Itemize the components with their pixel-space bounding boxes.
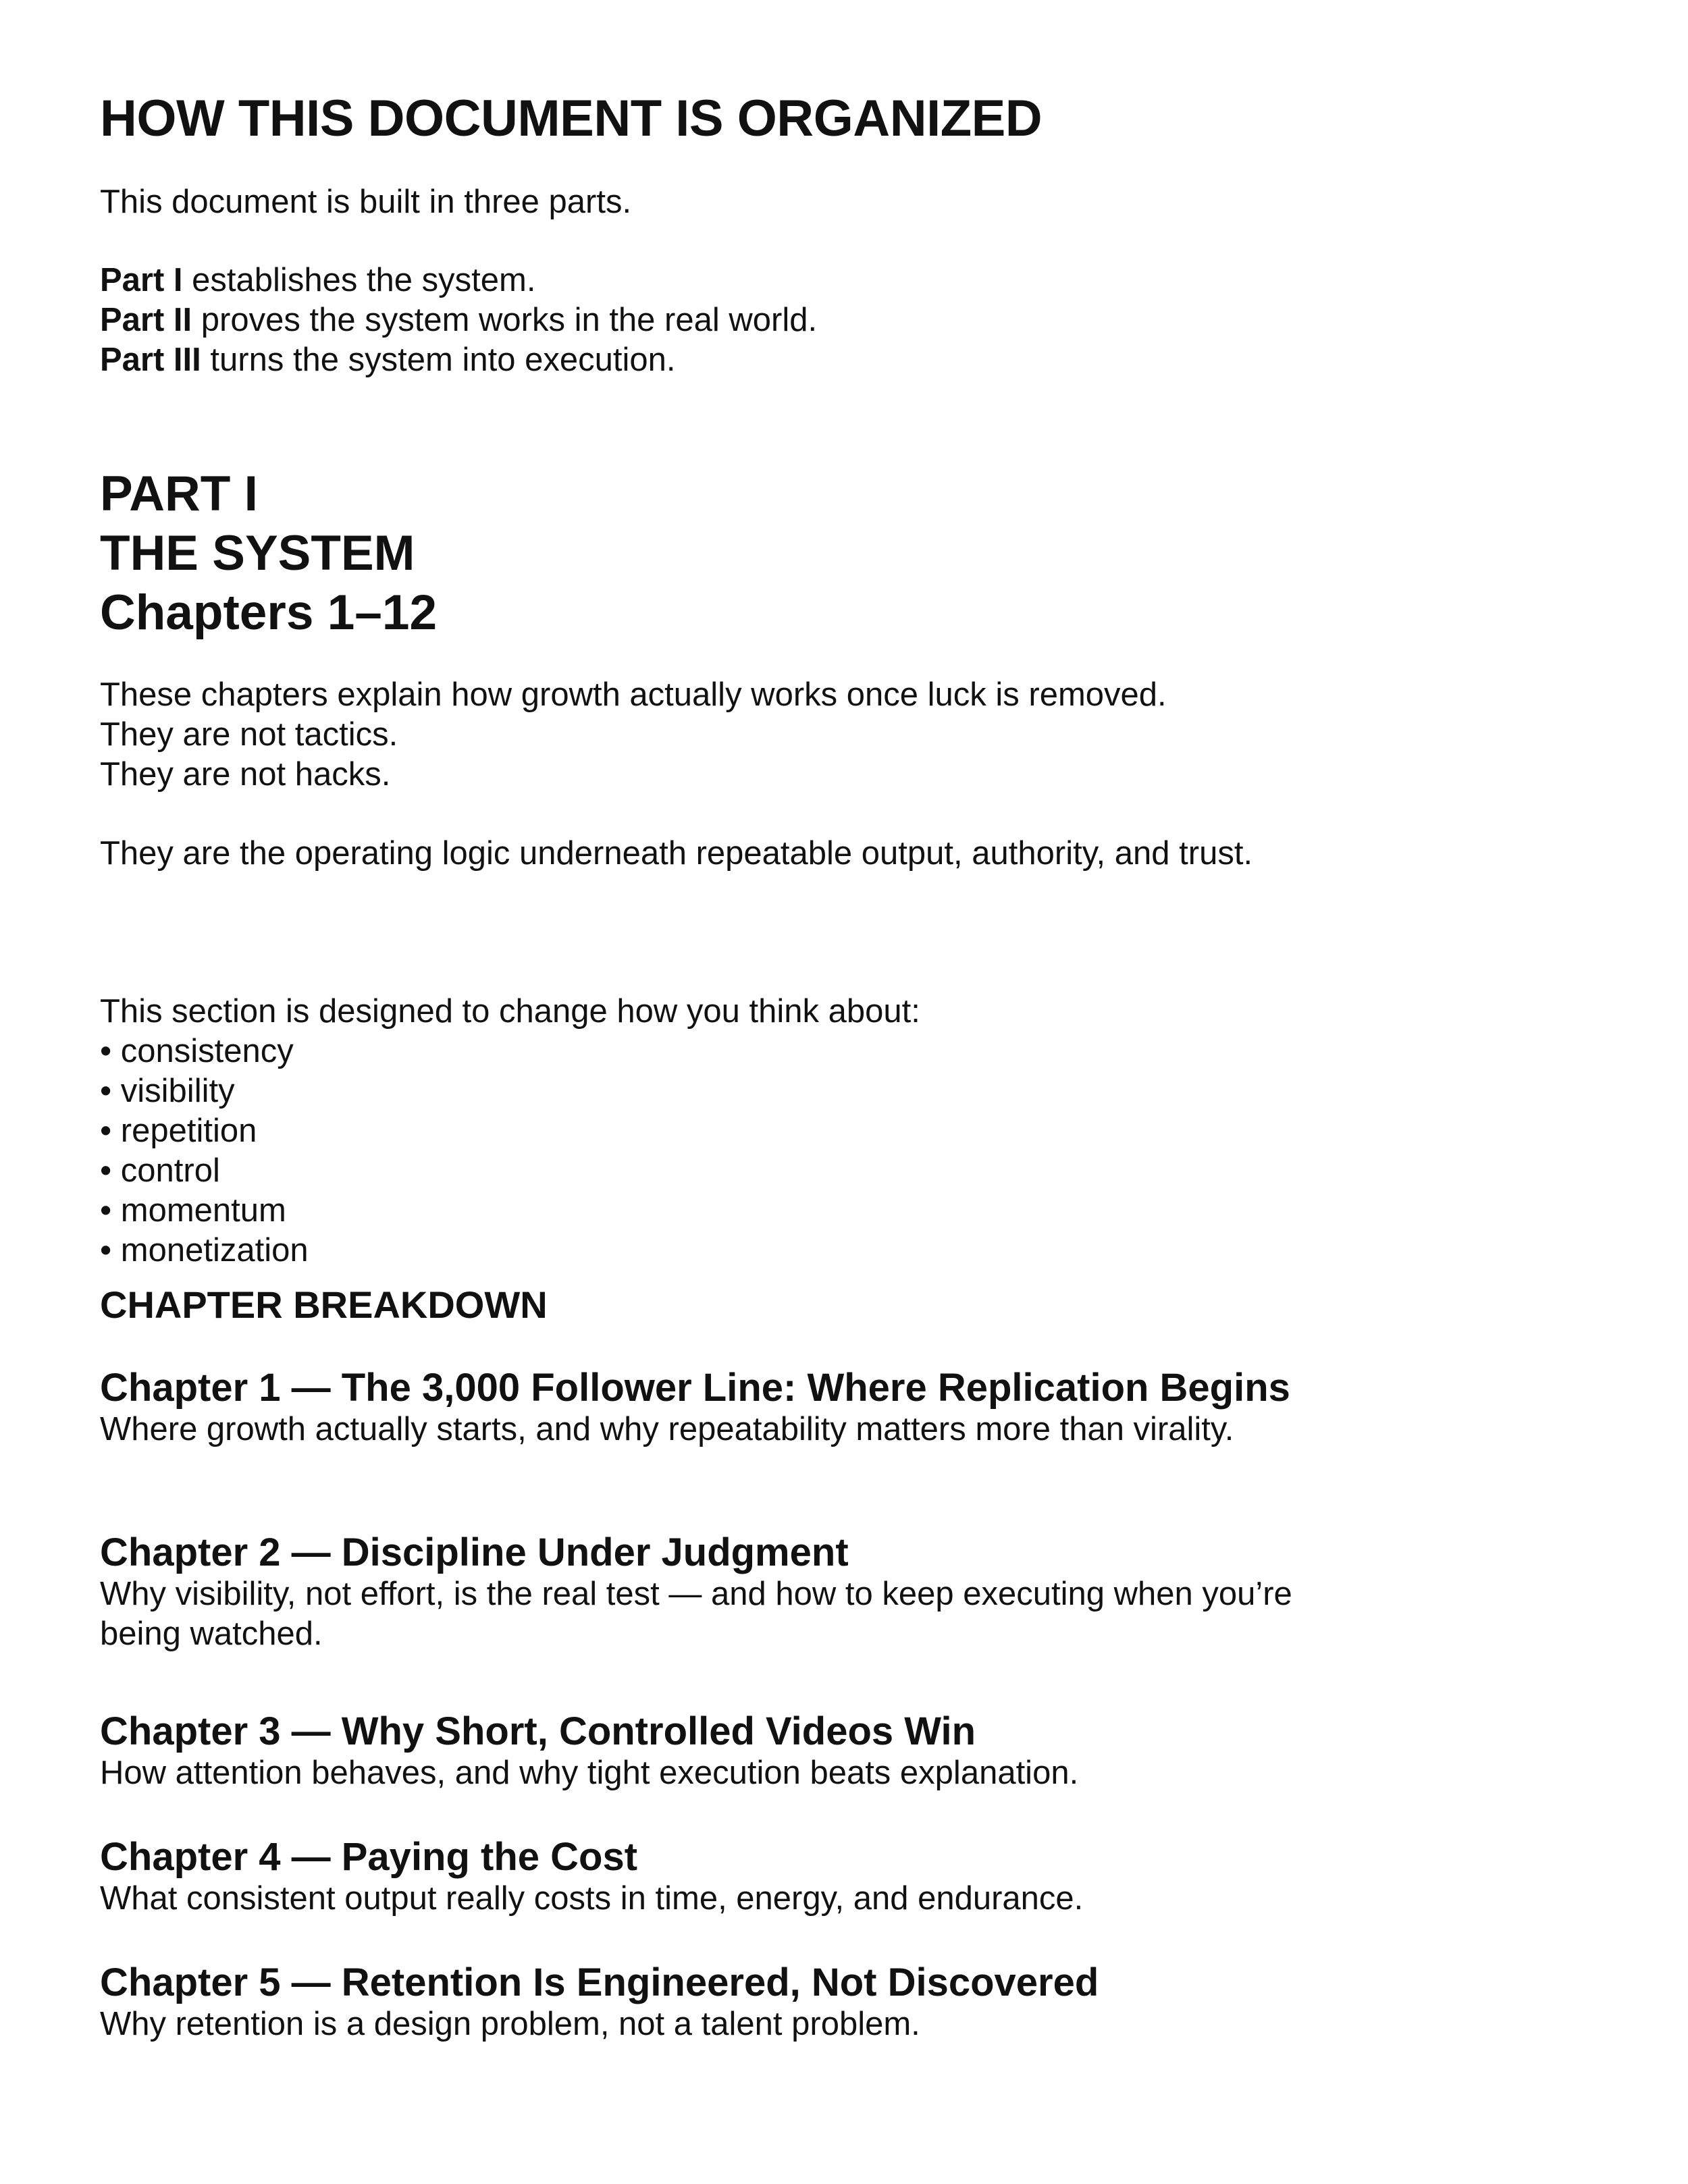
part-description: turns the system into execution. [201, 342, 676, 378]
chapter-entry [100, 1531, 1315, 1654]
chapter-entry [100, 1366, 1315, 1449]
chapter-title: Chapter 3 — Why Short, Controlled Videos Win [100, 1709, 976, 1753]
part-summary-line [100, 300, 817, 340]
part-chapter-range: Chapters 1–12 [100, 585, 438, 640]
topic-item: • repetition [100, 1111, 920, 1151]
chapter-description: What consistent output really costs in time, energy, and endurance. [100, 1880, 1084, 1917]
part-summary-line [100, 340, 817, 380]
part-name: THE SYSTEM [100, 526, 415, 581]
chapter-entry [100, 1710, 1315, 1793]
topics-section [100, 992, 920, 1271]
part-description: establishes the system. [182, 262, 536, 298]
part-label: Part II [100, 302, 192, 338]
document-title: HOW THIS DOCUMENT IS ORGANIZED [100, 90, 1043, 147]
chapter-title: Chapter 2 — Discipline Under Judgment [100, 1530, 849, 1574]
topic-item: • control [100, 1151, 920, 1191]
explanation-line: They are not hacks. [100, 756, 391, 793]
topics-list [100, 1032, 920, 1271]
topics-intro: This section is designed to change how you think about: [100, 993, 920, 1030]
part-summary-line [100, 261, 817, 300]
topic-item: • monetization [100, 1231, 920, 1271]
parts-summary [100, 261, 817, 380]
topic-item: • visibility [100, 1071, 920, 1111]
topic-item: • consistency [100, 1032, 920, 1071]
chapter-title: Chapter 1 — The 3,000 Follower Line: Where Replication Begins [100, 1366, 1290, 1410]
chapter-entry [100, 1961, 1315, 2044]
chapter-title: Chapter 4 — Paying the Cost [100, 1835, 638, 1879]
chapter-breakdown-title: CHAPTER BREAKDOWN [100, 1283, 548, 1326]
part-label: Part III [100, 342, 201, 378]
explanation-line: They are not tactics. [100, 716, 398, 753]
chapter-description: Why visibility, not effort, is the real test — and how to keep executing when you’re being watched. [100, 1576, 1292, 1652]
chapter-entry [100, 1836, 1315, 1919]
part-label: Part I [100, 262, 183, 298]
explanation-line: These chapters explain how growth actually works once luck is removed. [100, 676, 1167, 713]
part-explanation [100, 675, 1315, 795]
chapter-description: How attention behaves, and why tight execution beats explanation. [100, 1755, 1079, 1791]
topic-item: • momentum [100, 1191, 920, 1231]
part-heading [100, 464, 437, 643]
part-number: PART I [100, 467, 258, 521]
chapter-description: Why retention is a design problem, not a talent problem. [100, 2006, 920, 2042]
chapter-title: Chapter 5 — Retention Is Engineered, Not Discovered [100, 1961, 1099, 2004]
part-description: proves the system works in the real world. [192, 302, 818, 338]
operating-logic-text: They are the operating logic underneath repeatable output, authority, and trust. [100, 835, 1253, 872]
intro-text: This document is built in three parts. [100, 184, 632, 220]
chapter-description: Where growth actually starts, and why repeatability matters more than virality. [100, 1411, 1234, 1447]
